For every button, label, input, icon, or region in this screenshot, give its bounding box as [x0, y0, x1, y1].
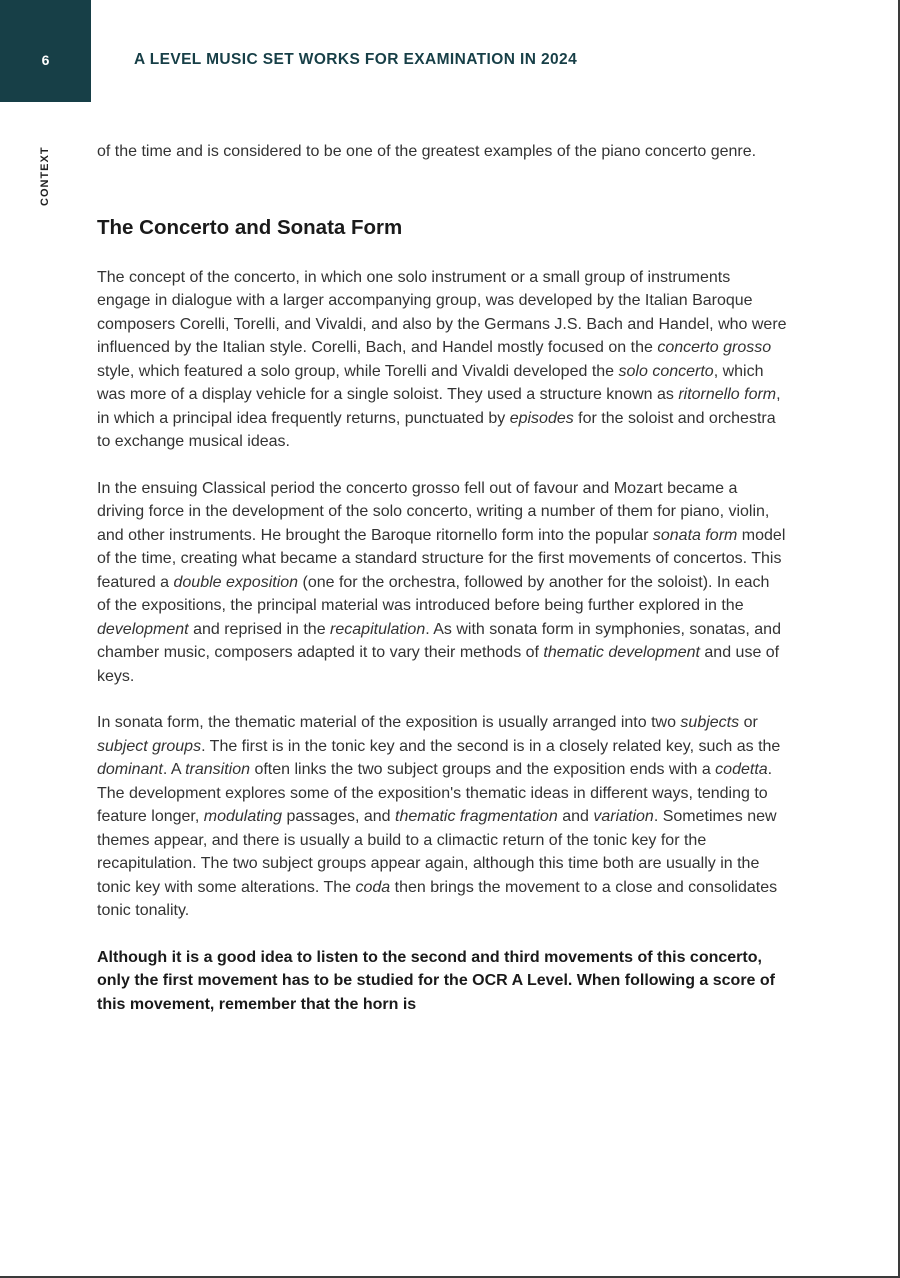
text-run: often links the two subject groups and the exposition ends with a [250, 761, 716, 778]
italic-term: thematic fragmentation [395, 808, 558, 825]
section-heading: The Concerto and Sonata Form [97, 215, 403, 239]
text-run: for the soloist and orchestra to exchange musical ideas. [97, 409, 776, 450]
italic-term: transition [185, 761, 250, 778]
text-run: . Sometimes new themes appear, and there is usually a build to a climactic return of the tonic key for the recapitulation. The two subject groups appear again, although this time both are usually in the tonic key with some alterations. The [97, 808, 777, 896]
text-run: The concept of the concerto, in which one solo instrument or a small group of instruments engage in dialogue with a larger accompanying group, was developed by the Italian Baroque composers Corelli, Torelli, and Vivaldi, and also by the Germans J.S. Bach and Handel, who were influenced by the Italian style. Corelli, Bach, and Handel mostly focused on the [97, 268, 787, 356]
italic-term: codetta [715, 761, 768, 778]
running-header-title: A LEVEL MUSIC SET WORKS FOR EXAMINATION IN 2024 [134, 51, 578, 68]
italic-term: coda [355, 878, 391, 896]
text-run: In the ensuing Classical period the concerto grosso fell out of favour and Mozart became a driving force in the development of the solo concerto, writing a number of them for piano, violin, and other instruments. He brought the Baroque ritornello form into the popular [97, 479, 770, 544]
italic-term: subjects [680, 714, 740, 731]
text-run: . The development explores some of the exposition's thematic ideas in different ways, tending to feature longer, [97, 761, 773, 825]
paragraph-sonata-form [97, 711, 787, 923]
italic-term: dominant [97, 761, 163, 778]
text-run: and [557, 808, 594, 825]
italic-term: concerto grosso [657, 339, 772, 356]
text-run: , in which a principal idea frequently returns, punctuated by [97, 386, 781, 427]
italic-term: development [97, 620, 189, 638]
text-run: passages, and [282, 808, 395, 825]
text-run: style, which featured a solo group, while Torelli and Vivaldi developed the [97, 362, 619, 380]
italic-term: episodes [509, 409, 574, 427]
text-run: and reprised in the [188, 620, 331, 638]
italic-term: recapitulation [330, 620, 426, 638]
italic-term: double exposition [173, 573, 299, 591]
text-run: , which was more of a display vehicle for a single soloist. They used a structure known as [97, 362, 764, 403]
italic-term: thematic development [543, 644, 700, 661]
italic-term: variation [593, 808, 654, 825]
text-run: . A [162, 761, 186, 778]
text-run: or [739, 714, 758, 731]
text-run: and use of keys. [97, 644, 780, 685]
italic-term: ritornello form [678, 386, 777, 403]
text-run: In sonata form, the thematic material of the exposition is usually arranged into two [97, 714, 681, 731]
paragraph-concerto-origins [97, 266, 787, 454]
page-content [97, 140, 787, 1016]
italic-term: solo concerto [618, 362, 714, 380]
page-number: 6 [41, 52, 50, 68]
italic-term: subject groups [97, 737, 202, 755]
lead-paragraph: of the time and is considered to be one of the greatest examples of the piano concerto genre. [97, 143, 757, 160]
text-run: . As with sonata form in symphonies, sonatas, and chamber music, composers adapted it to vary their methods of [97, 620, 781, 661]
text-run: . The first is in the tonic key and the second is in a closely related key, such as the [201, 737, 781, 755]
text-run: (one for the orchestra, followed by another for the soloist). In each of the expositions, the principal material was introduced before being further explored in the [97, 573, 770, 614]
text-run: model of the time, creating what became a standard structure for the first movements of concertos. This featured a [97, 526, 786, 591]
page-number-tab [0, 0, 91, 102]
italic-term: modulating [203, 808, 283, 825]
section-side-label: CONTEXT [39, 146, 51, 206]
paragraph-classical-period [97, 477, 787, 689]
italic-term: sonata form [652, 526, 738, 544]
text-run: then brings the movement to a close and consolidates tonic tonality. [97, 878, 778, 919]
study-note-bold: Although it is a good idea to listen to the second and third movements of this concerto, only the first movement has to be studied for the OCR A Level. When following a score of this movement, remember that the horn is [97, 948, 775, 1013]
